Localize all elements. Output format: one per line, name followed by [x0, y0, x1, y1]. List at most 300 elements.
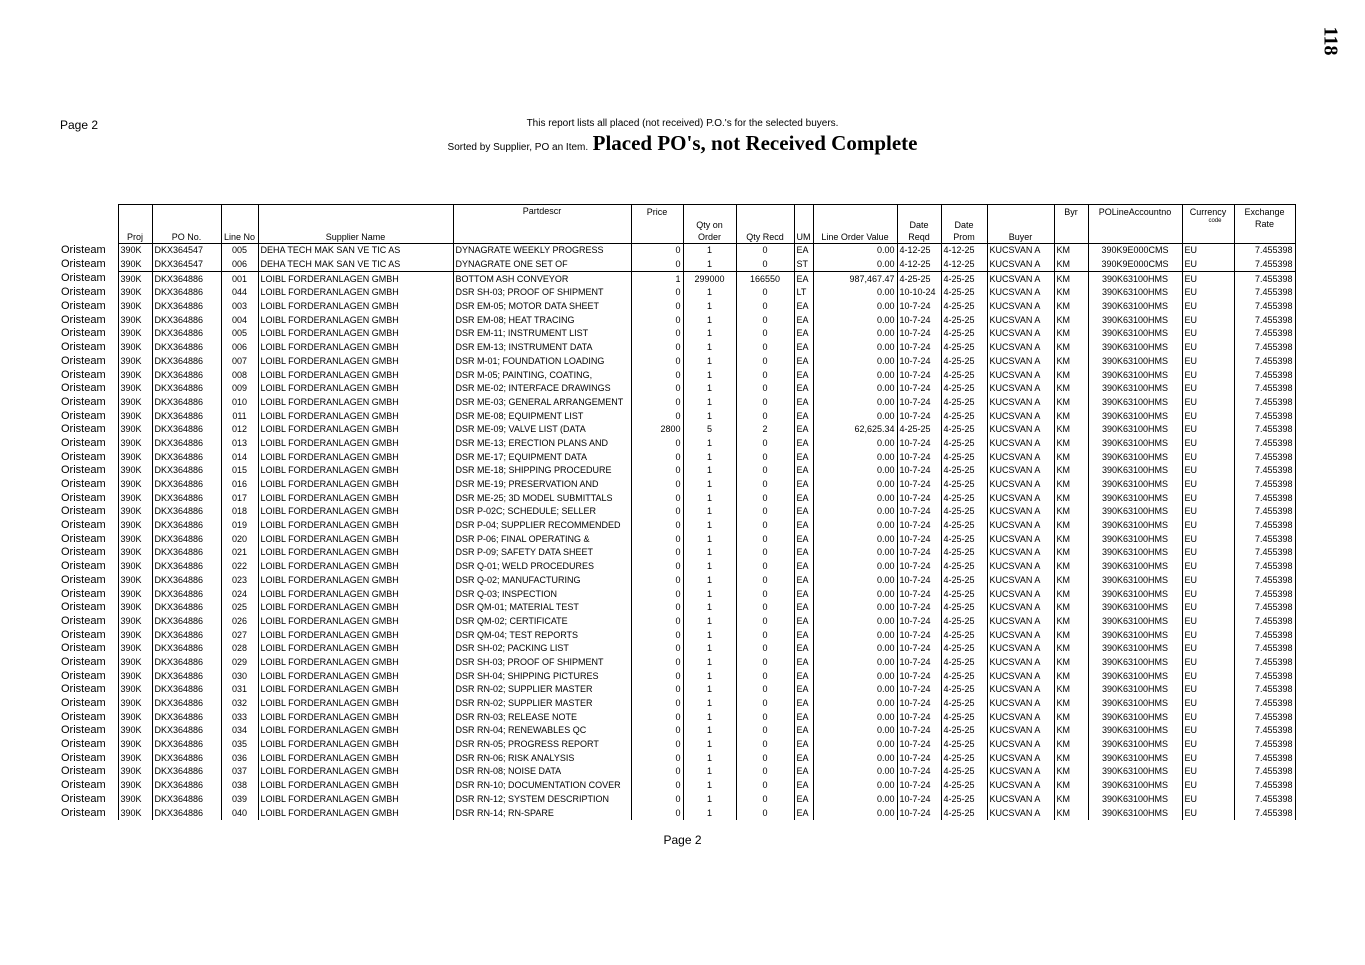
cell-partdescr: DSR RN-02; SUPPLIER MASTER — [453, 683, 631, 697]
cell-currency: EU — [1182, 587, 1234, 601]
cell-exchange-rate: 7.455398 — [1234, 519, 1295, 533]
cell-date-prom: 4-25-25 — [941, 779, 987, 793]
cell-proj: 390K — [118, 464, 152, 478]
cell-po-line-accountno: 390K63100HMS — [1088, 656, 1182, 670]
cell-date-reqd: 10-7-24 — [897, 628, 941, 642]
cell-date-prom: 4-25-25 — [941, 806, 987, 820]
cell-supplier-name: LOIBL FORDERANLAGEN GMBH — [258, 286, 453, 300]
table-row — [61, 327, 1295, 341]
cell-um: EA — [794, 751, 813, 765]
cell-line-order-value: 0.00 — [813, 532, 897, 546]
company-name: Oristeam — [61, 546, 106, 559]
cell-exchange-rate: 7.455398 — [1234, 697, 1295, 711]
table-row — [61, 355, 1295, 369]
cell-currency: EU — [1182, 574, 1234, 588]
cell-qty-on-order: 1 — [683, 355, 736, 369]
cell-date-reqd: 10-7-24 — [897, 519, 941, 533]
table-row — [61, 300, 1295, 314]
cell-byr: KM — [1054, 519, 1088, 533]
cell-price: 0 — [631, 437, 683, 451]
cell-partdescr: DSR RN-04; RENEWABLES QC — [453, 724, 631, 738]
cell-exchange-rate: 7.455398 — [1234, 628, 1295, 642]
cell-byr: KM — [1054, 601, 1088, 615]
cell-exchange-rate: 7.455398 — [1234, 615, 1295, 629]
cell-line-order-value: 0.00 — [813, 244, 897, 258]
cell-byr: KM — [1054, 409, 1088, 423]
cell-date-reqd: 10-7-24 — [897, 601, 941, 615]
cell-date-prom: 4-25-25 — [941, 683, 987, 697]
cell-line-order-value: 0.00 — [813, 546, 897, 560]
cell-line-no: 005 — [221, 327, 258, 341]
table-row — [61, 244, 1295, 258]
cell-byr: KM — [1054, 532, 1088, 546]
cell-qty-on-order: 1 — [683, 587, 736, 601]
cell-date-prom: 4-25-25 — [941, 669, 987, 683]
cell-line-no: 044 — [221, 286, 258, 300]
cell-date-prom: 4-25-25 — [941, 724, 987, 738]
cell-line-order-value: 0.00 — [813, 560, 897, 574]
cell-currency: EU — [1182, 669, 1234, 683]
cell-date-prom: 4-25-25 — [941, 300, 987, 314]
cell-date-reqd: 10-7-24 — [897, 615, 941, 629]
cell-date-prom: 4-25-25 — [941, 738, 987, 752]
cell-buyer: KUCSVAN A — [987, 368, 1054, 382]
cell-um: EA — [794, 341, 813, 355]
cell-qty-on-order: 1 — [683, 669, 736, 683]
cell-line-no: 020 — [221, 532, 258, 546]
cell-um: ST — [794, 258, 813, 272]
cell-exchange-rate: 7.455398 — [1234, 423, 1295, 437]
cell-line-no: 006 — [221, 341, 258, 355]
cell-date-reqd: 10-7-24 — [897, 327, 941, 341]
cell-qty-recd: 0 — [736, 546, 794, 560]
cell-buyer: KUCSVAN A — [987, 765, 1054, 779]
cell-price: 0 — [631, 450, 683, 464]
cell-qty-on-order: 1 — [683, 286, 736, 300]
cell-supplier-name: LOIBL FORDERANLAGEN GMBH — [258, 532, 453, 546]
cell-buyer: KUCSVAN A — [987, 355, 1054, 369]
cell-date-reqd: 10-7-24 — [897, 450, 941, 464]
cell-date-prom: 4-25-25 — [941, 656, 987, 670]
cell-byr: KM — [1054, 779, 1088, 793]
cell-exchange-rate: 7.455398 — [1234, 491, 1295, 505]
cell-byr: KM — [1054, 355, 1088, 369]
cell-partdescr: DSR Q-02; MANUFACTURING — [453, 574, 631, 588]
cell-line-order-value: 0.00 — [813, 779, 897, 793]
cell-date-prom: 4-25-25 — [941, 450, 987, 464]
company-name: Oristeam — [61, 587, 106, 600]
cell-po-line-accountno: 390K63100HMS — [1088, 697, 1182, 711]
cell-supplier-name: LOIBL FORDERANLAGEN GMBH — [258, 793, 453, 807]
cell-po-line-accountno: 390K63100HMS — [1088, 286, 1182, 300]
cell-date-reqd: 10-7-24 — [897, 587, 941, 601]
cell-po-line-accountno: 390K63100HMS — [1088, 327, 1182, 341]
cell-qty-on-order: 1 — [683, 710, 736, 724]
table-row — [61, 751, 1295, 765]
cell-price: 0 — [631, 574, 683, 588]
cell-date-prom: 4-25-25 — [941, 464, 987, 478]
cell-currency: EU — [1182, 437, 1234, 451]
table-row — [61, 615, 1295, 629]
table-row — [61, 724, 1295, 738]
table-row — [61, 341, 1295, 355]
table-row — [61, 601, 1295, 615]
cell-date-reqd: 10-7-24 — [897, 313, 941, 327]
cell-exchange-rate: 7.455398 — [1234, 532, 1295, 546]
cell-qty-recd: 0 — [736, 642, 794, 656]
company-name: Oristeam — [61, 669, 106, 682]
cell-exchange-rate: 7.455398 — [1234, 738, 1295, 752]
cell-po-line-accountno: 390K63100HMS — [1088, 724, 1182, 738]
cell-price: 0 — [631, 765, 683, 779]
cell-byr: KM — [1054, 450, 1088, 464]
cell-um: EA — [794, 601, 813, 615]
cell-line-order-value: 0.00 — [813, 382, 897, 396]
cell-line-order-value: 62,625.34 — [813, 423, 897, 437]
cell-date-prom: 4-25-25 — [941, 478, 987, 492]
cell-qty-recd: 0 — [736, 368, 794, 382]
table-row — [61, 450, 1295, 464]
cell-supplier-name: LOIBL FORDERANLAGEN GMBH — [258, 478, 453, 492]
company-name: Oristeam — [61, 683, 106, 696]
cell-line-no: 015 — [221, 464, 258, 478]
cell-proj: 390K — [118, 341, 152, 355]
cell-qty-recd: 0 — [736, 382, 794, 396]
report-description: This report lists all placed (not received) P.O.'s for the selected buyers. — [526, 118, 839, 129]
cell-po-no: DKX364886 — [152, 738, 221, 752]
cell-proj: 390K — [118, 724, 152, 738]
company-name: Oristeam — [61, 272, 106, 285]
cell-supplier-name: LOIBL FORDERANLAGEN GMBH — [258, 628, 453, 642]
cell-proj: 390K — [118, 587, 152, 601]
cell-exchange-rate: 7.455398 — [1234, 560, 1295, 574]
cell-po-no: DKX364886 — [152, 519, 221, 533]
cell-po-no: DKX364886 — [152, 396, 221, 410]
cell-price: 0 — [631, 560, 683, 574]
header-byr: Byr — [1054, 205, 1088, 244]
cell-po-line-accountno: 390K63100HMS — [1088, 710, 1182, 724]
sort-description: Sorted by Supplier, PO an Item. — [447, 142, 589, 153]
cell-line-no: 028 — [221, 642, 258, 656]
cell-date-reqd: 10-7-24 — [897, 738, 941, 752]
cell-byr: KM — [1054, 464, 1088, 478]
cell-date-prom: 4-25-25 — [941, 327, 987, 341]
cell-proj: 390K — [118, 450, 152, 464]
cell-date-prom: 4-25-25 — [941, 286, 987, 300]
cell-partdescr: DYNAGRATE ONE SET OF — [453, 258, 631, 272]
cell-currency: EU — [1182, 286, 1234, 300]
cell-qty-on-order: 1 — [683, 491, 736, 505]
cell-qty-recd: 0 — [736, 437, 794, 451]
cell-proj: 390K — [118, 574, 152, 588]
cell-currency: EU — [1182, 258, 1234, 272]
cell-um: EA — [794, 697, 813, 711]
cell-supplier-name: LOIBL FORDERANLAGEN GMBH — [258, 464, 453, 478]
cell-line-no: 017 — [221, 491, 258, 505]
cell-partdescr: DYNAGRATE WEEKLY PROGRESS — [453, 244, 631, 258]
cell-qty-on-order: 1 — [683, 532, 736, 546]
cell-currency: EU — [1182, 341, 1234, 355]
cell-qty-on-order: 299000 — [683, 272, 736, 286]
cell-proj: 390K — [118, 491, 152, 505]
cell-date-reqd: 10-7-24 — [897, 437, 941, 451]
cell-proj: 390K — [118, 793, 152, 807]
cell-po-line-accountno: 390K63100HMS — [1088, 587, 1182, 601]
cell-po-line-accountno: 390K63100HMS — [1088, 615, 1182, 629]
cell-proj: 390K — [118, 409, 152, 423]
cell-price: 0 — [631, 546, 683, 560]
cell-line-no: 011 — [221, 409, 258, 423]
table-row — [61, 258, 1295, 272]
cell-date-prom: 4-25-25 — [941, 409, 987, 423]
cell-price: 0 — [631, 327, 683, 341]
page-number-top: Page 2 — [60, 118, 99, 132]
cell-supplier-name: LOIBL FORDERANLAGEN GMBH — [258, 313, 453, 327]
cell-byr: KM — [1054, 697, 1088, 711]
cell-price: 0 — [631, 615, 683, 629]
cell-price: 0 — [631, 382, 683, 396]
cell-supplier-name: LOIBL FORDERANLAGEN GMBH — [258, 615, 453, 629]
cell-proj: 390K — [118, 806, 152, 820]
cell-po-no: DKX364886 — [152, 423, 221, 437]
cell-date-prom: 4-25-25 — [941, 382, 987, 396]
cell-byr: KM — [1054, 505, 1088, 519]
cell-qty-recd: 0 — [736, 532, 794, 546]
table-row — [61, 697, 1295, 711]
cell-currency: EU — [1182, 601, 1234, 615]
cell-date-reqd: 10-7-24 — [897, 532, 941, 546]
cell-po-line-accountno: 390K63100HMS — [1088, 368, 1182, 382]
cell-partdescr: DSR SH-04; SHIPPING PICTURES — [453, 669, 631, 683]
company-name: Oristeam — [61, 505, 106, 518]
cell-po-no: DKX364886 — [152, 710, 221, 724]
cell-po-no: DKX364886 — [152, 587, 221, 601]
cell-po-no: DKX364886 — [152, 313, 221, 327]
cell-qty-recd: 0 — [736, 697, 794, 711]
page-corner-number: 118 — [1319, 26, 1342, 56]
cell-line-order-value: 0.00 — [813, 258, 897, 272]
cell-qty-recd: 0 — [736, 450, 794, 464]
cell-qty-on-order: 1 — [683, 806, 736, 820]
cell-partdescr: DSR Q-01; WELD PROCEDURES — [453, 560, 631, 574]
cell-supplier-name: LOIBL FORDERANLAGEN GMBH — [258, 669, 453, 683]
cell-date-prom: 4-12-25 — [941, 244, 987, 258]
cell-date-prom: 4-25-25 — [941, 546, 987, 560]
cell-byr: KM — [1054, 272, 1088, 286]
cell-line-order-value: 0.00 — [813, 683, 897, 697]
cell-qty-on-order: 1 — [683, 437, 736, 451]
cell-partdescr: DSR ME-03; GENERAL ARRANGEMENT — [453, 396, 631, 410]
table-row — [61, 313, 1295, 327]
cell-proj: 390K — [118, 519, 152, 533]
header-line-no: Line No — [221, 205, 258, 244]
cell-line-order-value: 0.00 — [813, 355, 897, 369]
company-name: Oristeam — [61, 478, 106, 491]
cell-date-prom: 4-25-25 — [941, 574, 987, 588]
cell-date-reqd: 10-7-24 — [897, 683, 941, 697]
cell-exchange-rate: 7.455398 — [1234, 546, 1295, 560]
company-name: Oristeam — [61, 464, 106, 477]
company-name: Oristeam — [61, 341, 106, 354]
cell-supplier-name: LOIBL FORDERANLAGEN GMBH — [258, 779, 453, 793]
cell-buyer: KUCSVAN A — [987, 450, 1054, 464]
cell-um: EA — [794, 272, 813, 286]
cell-supplier-name: LOIBL FORDERANLAGEN GMBH — [258, 272, 453, 286]
cell-qty-recd: 0 — [736, 478, 794, 492]
header-partdescr: Partdescr — [453, 205, 631, 244]
header-currency: Currency code — [1182, 205, 1234, 244]
cell-price: 0 — [631, 697, 683, 711]
cell-currency: EU — [1182, 628, 1234, 642]
cell-line-no: 019 — [221, 519, 258, 533]
cell-line-no: 023 — [221, 574, 258, 588]
cell-line-no: 014 — [221, 450, 258, 464]
cell-date-prom: 4-25-25 — [941, 587, 987, 601]
cell-um: LT — [794, 286, 813, 300]
cell-exchange-rate: 7.455398 — [1234, 437, 1295, 451]
cell-partdescr: DSR QM-02; CERTIFICATE — [453, 615, 631, 629]
cell-line-no: 009 — [221, 382, 258, 396]
cell-byr: KM — [1054, 368, 1088, 382]
cell-line-no: 007 — [221, 355, 258, 369]
cell-qty-on-order: 1 — [683, 656, 736, 670]
cell-exchange-rate: 7.455398 — [1234, 258, 1295, 272]
header-blank — [61, 205, 118, 244]
cell-price: 0 — [631, 519, 683, 533]
cell-proj: 390K — [118, 532, 152, 546]
cell-po-line-accountno: 390K9E000CMS — [1088, 258, 1182, 272]
cell-po-line-accountno: 390K63100HMS — [1088, 793, 1182, 807]
cell-exchange-rate: 7.455398 — [1234, 669, 1295, 683]
table-row — [61, 478, 1295, 492]
cell-date-prom: 4-25-25 — [941, 765, 987, 779]
cell-date-reqd: 10-7-24 — [897, 396, 941, 410]
cell-po-no: DKX364886 — [152, 505, 221, 519]
cell-qty-on-order: 1 — [683, 258, 736, 272]
cell-um: EA — [794, 519, 813, 533]
company-name: Oristeam — [61, 642, 106, 655]
cell-line-no: 001 — [221, 272, 258, 286]
cell-po-no: DKX364886 — [152, 341, 221, 355]
cell-po-no: DKX364886 — [152, 628, 221, 642]
cell-line-order-value: 0.00 — [813, 806, 897, 820]
cell-qty-on-order: 1 — [683, 368, 736, 382]
company-name: Oristeam — [61, 368, 106, 381]
cell-supplier-name: LOIBL FORDERANLAGEN GMBH — [258, 683, 453, 697]
cell-line-no: 010 — [221, 396, 258, 410]
table-row — [61, 272, 1295, 286]
cell-line-no: 032 — [221, 697, 258, 711]
cell-partdescr: DSR EM-05; MOTOR DATA SHEET — [453, 300, 631, 314]
company-name: Oristeam — [61, 423, 106, 436]
cell-po-line-accountno: 390K63100HMS — [1088, 519, 1182, 533]
cell-date-prom: 4-25-25 — [941, 505, 987, 519]
cell-buyer: KUCSVAN A — [987, 244, 1054, 258]
cell-proj: 390K — [118, 478, 152, 492]
cell-um: EA — [794, 450, 813, 464]
cell-exchange-rate: 7.455398 — [1234, 765, 1295, 779]
cell-qty-recd: 0 — [736, 244, 794, 258]
cell-exchange-rate: 7.455398 — [1234, 272, 1295, 286]
company-name: Oristeam — [61, 614, 106, 627]
cell-partdescr: DSR P-02C; SCHEDULE; SELLER — [453, 505, 631, 519]
cell-date-reqd: 10-7-24 — [897, 560, 941, 574]
cell-buyer: KUCSVAN A — [987, 532, 1054, 546]
cell-qty-recd: 0 — [736, 560, 794, 574]
cell-exchange-rate: 7.455398 — [1234, 656, 1295, 670]
cell-price: 0 — [631, 779, 683, 793]
cell-proj: 390K — [118, 258, 152, 272]
cell-line-order-value: 0.00 — [813, 464, 897, 478]
cell-currency: EU — [1182, 355, 1234, 369]
cell-buyer: KUCSVAN A — [987, 560, 1054, 574]
cell-byr: KM — [1054, 574, 1088, 588]
cell-exchange-rate: 7.455398 — [1234, 601, 1295, 615]
company-name: Oristeam — [61, 655, 106, 668]
cell-buyer: KUCSVAN A — [987, 601, 1054, 615]
company-name: Oristeam — [61, 751, 106, 764]
cell-line-order-value: 0.00 — [813, 505, 897, 519]
cell-buyer: KUCSVAN A — [987, 505, 1054, 519]
cell-line-no: 006 — [221, 258, 258, 272]
table-row — [61, 437, 1295, 451]
company-name: Oristeam — [61, 286, 106, 299]
cell-byr: KM — [1054, 286, 1088, 300]
cell-po-line-accountno: 390K63100HMS — [1088, 574, 1182, 588]
cell-po-no: DKX364886 — [152, 382, 221, 396]
cell-buyer: KUCSVAN A — [987, 464, 1054, 478]
cell-um: EA — [794, 546, 813, 560]
cell-proj: 390K — [118, 272, 152, 286]
cell-exchange-rate: 7.455398 — [1234, 327, 1295, 341]
cell-currency: EU — [1182, 519, 1234, 533]
cell-date-prom: 4-25-25 — [941, 697, 987, 711]
cell-qty-recd: 0 — [736, 751, 794, 765]
company-name: Oristeam — [61, 395, 106, 408]
cell-po-no: DKX364886 — [152, 368, 221, 382]
cell-exchange-rate: 7.455398 — [1234, 355, 1295, 369]
cell-qty-recd: 0 — [736, 327, 794, 341]
cell-byr: KM — [1054, 793, 1088, 807]
cell-byr: KM — [1054, 546, 1088, 560]
company-name: Oristeam — [61, 258, 106, 271]
cell-partdescr: DSR P-04; SUPPLIER RECOMMENDED — [453, 519, 631, 533]
cell-um: EA — [794, 806, 813, 820]
cell-price: 0 — [631, 491, 683, 505]
cell-price: 0 — [631, 258, 683, 272]
cell-po-no: DKX364886 — [152, 779, 221, 793]
cell-buyer: KUCSVAN A — [987, 793, 1054, 807]
cell-line-no: 031 — [221, 683, 258, 697]
cell-po-no: DKX364886 — [152, 355, 221, 369]
cell-um: EA — [794, 355, 813, 369]
cell-qty-on-order: 1 — [683, 409, 736, 423]
cell-qty-recd: 0 — [736, 806, 794, 820]
cell-date-reqd: 10-7-24 — [897, 806, 941, 820]
cell-supplier-name: LOIBL FORDERANLAGEN GMBH — [258, 327, 453, 341]
cell-date-reqd: 10-7-24 — [897, 368, 941, 382]
cell-price: 0 — [631, 656, 683, 670]
cell-date-reqd: 10-7-24 — [897, 491, 941, 505]
cell-qty-recd: 0 — [736, 341, 794, 355]
cell-partdescr: DSR EM-11; INSTRUMENT LIST — [453, 327, 631, 341]
cell-qty-on-order: 1 — [683, 738, 736, 752]
cell-date-reqd: 4-12-25 — [897, 258, 941, 272]
cell-um: EA — [794, 628, 813, 642]
cell-partdescr: DSR RN-12; SYSTEM DESCRIPTION — [453, 793, 631, 807]
cell-price: 0 — [631, 532, 683, 546]
cell-line-order-value: 987,467.47 — [813, 272, 897, 286]
